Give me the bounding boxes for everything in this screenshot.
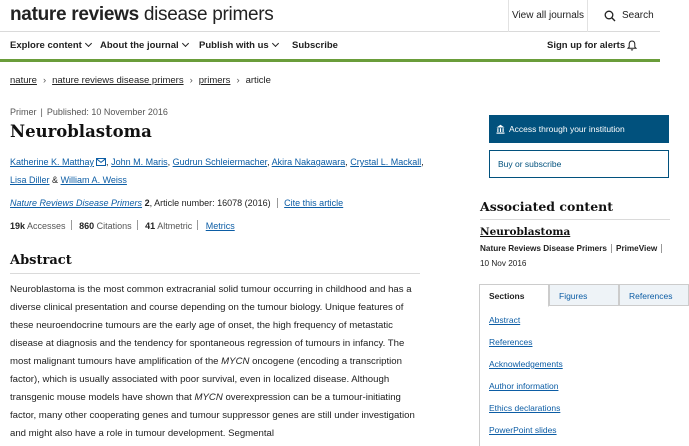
gene-name: MYCN (194, 392, 223, 403)
chevron-down-icon (272, 40, 279, 47)
authors-ampersand: & (52, 175, 59, 185)
signup-alerts-link[interactable]: Sign up for alerts (547, 40, 626, 51)
altmetric-label: Altmetric (157, 221, 193, 231)
author-link[interactable]: William A. Weiss (60, 175, 127, 185)
publish-date: Published: 10 November 2016 (46, 107, 168, 117)
breadcrumb (10, 75, 271, 86)
buy-subscribe-button[interactable]: Buy or subscribe (489, 150, 669, 178)
journal-link[interactable]: Nature Reviews Disease Primers (10, 198, 143, 208)
section-link-acknowledgements[interactable]: Acknowledgements (489, 359, 563, 369)
section-link-powerpoint[interactable]: PowerPoint slides (489, 425, 557, 435)
breadcrumb-journal[interactable]: nature reviews disease primers (52, 75, 184, 86)
accesses-count: 19k (10, 221, 26, 231)
main-nav (0, 32, 660, 62)
associated-article-link[interactable]: Neuroblastoma (480, 226, 571, 238)
breadcrumb-separator: › (42, 75, 47, 86)
volume-number: 2 (144, 198, 150, 208)
section-link-author-information[interactable]: Author information (489, 381, 559, 391)
author-link[interactable]: Katherine K. Matthay (10, 157, 95, 167)
metrics-divider (197, 220, 198, 230)
author-link[interactable]: Crystal L. Mackall (350, 157, 422, 167)
cite-this-article-link[interactable]: Cite this article (284, 198, 344, 208)
breadcrumb-primers[interactable]: primers (198, 75, 231, 86)
search-label: Search (622, 10, 654, 21)
view-all-journals-link[interactable]: View all journals (508, 0, 588, 32)
altmetric-score: 41 (145, 221, 156, 231)
chevron-down-icon (182, 40, 189, 47)
nav-publish-with-us[interactable] (199, 32, 278, 59)
author-link[interactable]: Akira Nakagawara (271, 157, 346, 167)
logo-secondary: disease primers (143, 4, 274, 25)
article-type: Primer (10, 107, 37, 117)
accesses-label: Accesses (27, 221, 66, 231)
abstract-heading: Abstract (10, 253, 72, 268)
nav-about-label: About the journal (100, 40, 179, 51)
metrics-link[interactable]: Metrics (205, 221, 235, 231)
access-label: Access through your institution (509, 124, 625, 134)
institution-icon (496, 124, 505, 134)
nav-about-journal[interactable] (100, 32, 188, 59)
abstract-part-1: Neuroblastoma is the most common extracranial solid tumour occurring in childhood and has a diverse clinical presentation and course depending on the tumour biology. Unique features of these neuroendocrine tumours are the early age of onset, the high frequency of metastatic disease at diagnosis and the tendency for spontaneous regression of tumours in infancy. The most malignant tumours have amplification of the (10, 284, 412, 367)
associated-article-meta (480, 244, 662, 253)
breadcrumb-nature[interactable]: nature (10, 75, 37, 86)
abstract-part-3: overexpression can be a tumour-initiating factor, many other cooperating genes and tumour suppressor genes are still under investigation and might also have a role in tumour development. Segmental (10, 392, 415, 439)
author-link[interactable]: Lisa Diller (10, 175, 50, 185)
section-link-abstract[interactable]: Abstract (489, 315, 521, 325)
meta-divider: | (40, 107, 43, 117)
site-logo[interactable] (10, 4, 273, 26)
author-link[interactable]: John M. Maris (111, 157, 168, 167)
breadcrumb-separator: › (189, 75, 193, 86)
nav-publish-label: Publish with us (199, 40, 269, 51)
nav-subscribe[interactable]: Subscribe (292, 40, 338, 51)
envelope-icon[interactable] (96, 158, 106, 166)
abstract-text (10, 281, 424, 443)
access-institution-button[interactable] (489, 115, 669, 143)
citation-line (10, 198, 343, 208)
section-link-references[interactable]: References (489, 337, 533, 347)
section-link-ethics[interactable]: Ethics declarations (489, 403, 561, 413)
article-title: Neuroblastoma (10, 122, 152, 141)
associated-content-heading: Associated content (480, 199, 614, 214)
associated-content-divider (480, 219, 670, 220)
gene-name: MYCN (221, 356, 250, 367)
meta-divider (661, 244, 662, 253)
bell-icon[interactable] (627, 40, 637, 51)
article-meta (10, 107, 168, 117)
sections-list (479, 306, 669, 446)
breadcrumb-separator: › (236, 75, 240, 86)
nav-explore-content[interactable] (10, 32, 91, 59)
associated-date: 10 Nov 2016 (480, 259, 527, 268)
article-number: , Article number: 16078 (2016) (149, 198, 271, 208)
article-metrics (10, 220, 235, 231)
chevron-down-icon (85, 40, 92, 47)
abstract-divider (10, 273, 420, 274)
logo-primary: nature reviews (10, 4, 139, 25)
breadcrumb-current: article (245, 75, 271, 86)
sidebar-tabs (479, 284, 673, 306)
metrics-divider (71, 220, 72, 230)
metrics-divider (137, 220, 138, 230)
citations-count: 860 (79, 221, 95, 231)
tab-figures[interactable]: Figures (549, 284, 619, 306)
abstract-part-2: oncogene (encoding a transcription factor), which is usually associated with poor survival, even in localized disease. Although transgenic mouse models have shown that (10, 356, 402, 403)
search-icon (604, 10, 616, 22)
author-link[interactable]: Gudrun Schleiermacher (172, 157, 268, 167)
associated-type: PrimeView (611, 244, 657, 253)
tab-references[interactable]: References (619, 284, 689, 306)
tab-sections[interactable]: Sections (479, 284, 549, 307)
citations-label: Citations (96, 221, 132, 231)
author-list: Katherine K. Matthay , John M. Maris, Gudrun Schleiermacher, Akira Nakagawara, Crystal L. Mackall, Lisa Diller & William A. Weiss (10, 157, 424, 185)
nav-explore-label: Explore content (10, 40, 82, 51)
top-bar (0, 0, 660, 32)
associated-journal: Nature Reviews Disease Primers (480, 244, 607, 253)
